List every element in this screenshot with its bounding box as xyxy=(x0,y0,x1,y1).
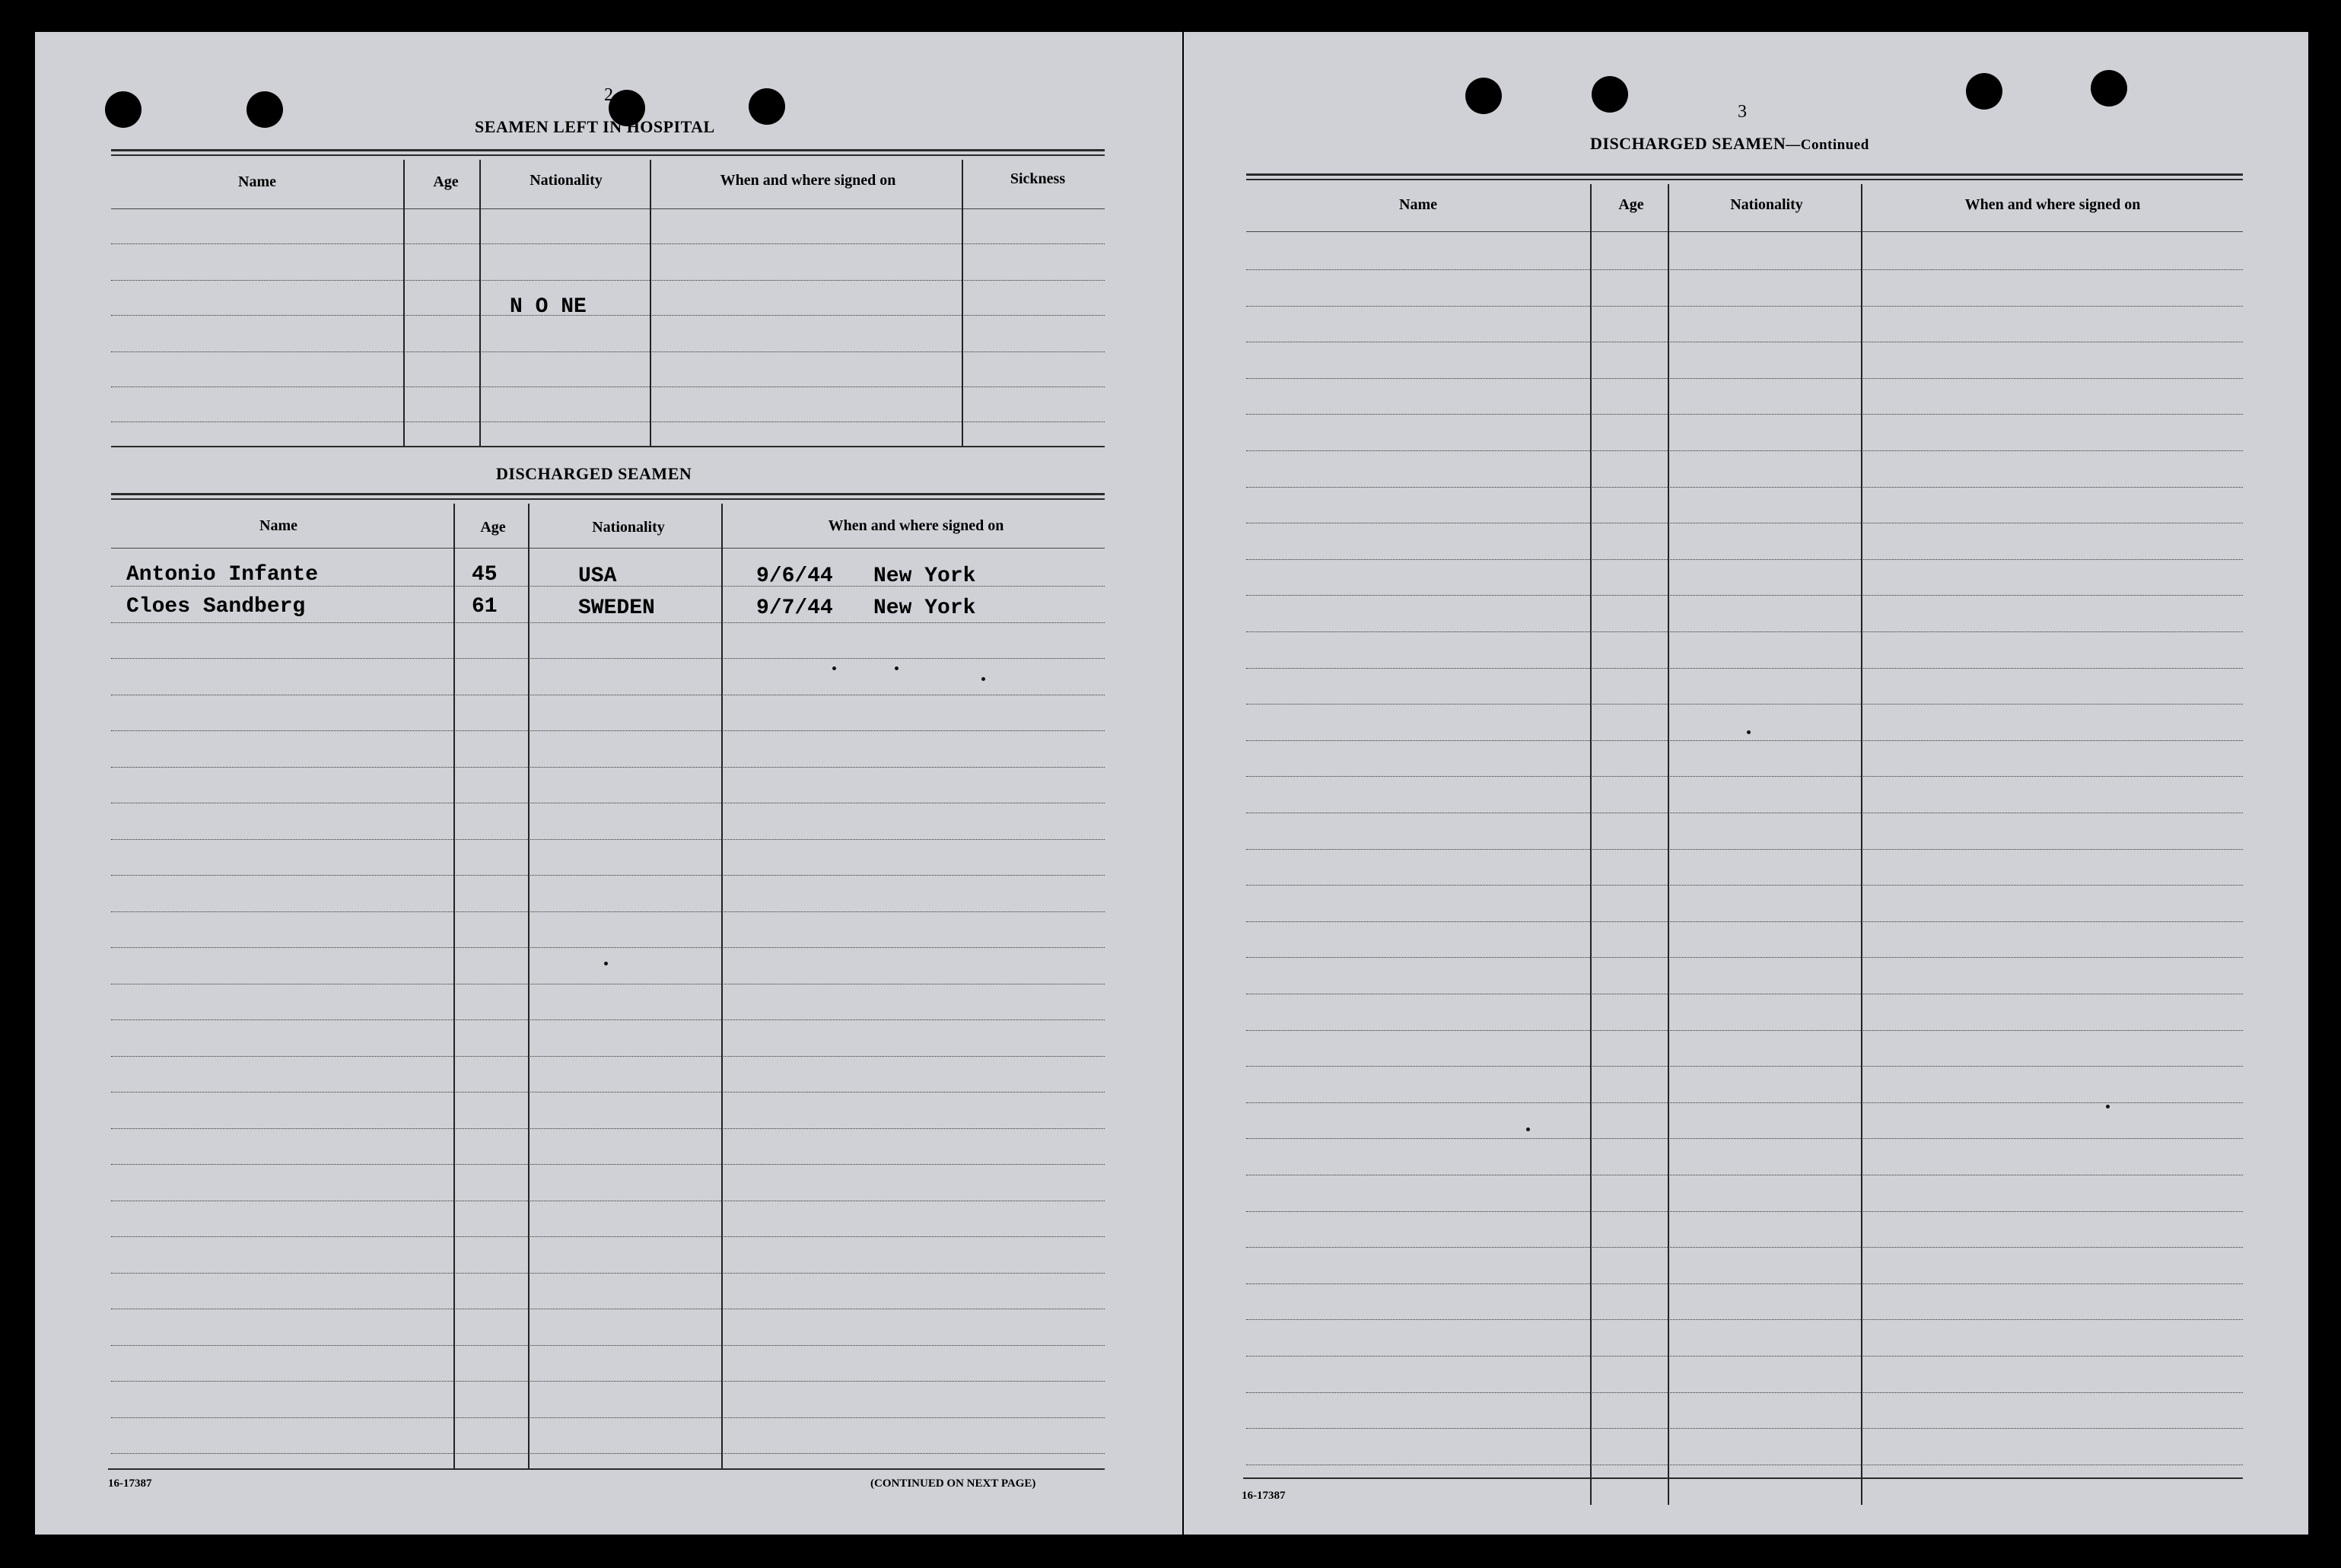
ruled-line xyxy=(1246,957,2243,958)
punch-hole xyxy=(1592,76,1628,113)
discharged-col-divider xyxy=(721,504,723,1468)
col-divider xyxy=(1668,184,1669,1505)
ruled-line xyxy=(1246,1211,2243,1212)
table-top-rule xyxy=(1246,173,2243,176)
page-title-main: DISCHARGED SEAMEN xyxy=(1590,134,1786,153)
ruled-line xyxy=(1246,414,2243,415)
hospital-col-name: Name xyxy=(238,173,276,190)
hospital-col-age: Age xyxy=(433,173,459,190)
ruled-line xyxy=(111,1164,1105,1165)
row-1-name: Antonio Infante xyxy=(126,563,319,587)
hospital-section-title: SEAMEN LEFT IN HOSPITAL xyxy=(475,117,715,136)
ruled-line xyxy=(1246,595,2243,596)
ruled-line xyxy=(111,1056,1105,1057)
discharged-table-bottom-rule xyxy=(108,1468,1105,1470)
ruled-line xyxy=(1246,921,2243,922)
ruled-line xyxy=(1246,1392,2243,1393)
ruled-line xyxy=(111,1273,1105,1274)
col-divider xyxy=(1861,184,1862,1505)
table-top-rule-2 xyxy=(1246,179,2243,180)
punch-hole xyxy=(247,91,283,128)
ruled-line xyxy=(111,1128,1105,1129)
row-2-date: 9/7/44 xyxy=(756,596,833,620)
col-nationality: Nationality xyxy=(1730,196,1803,213)
ruled-line xyxy=(1246,885,2243,886)
ruled-line xyxy=(111,947,1105,948)
speck xyxy=(832,666,836,670)
ruled-line xyxy=(111,875,1105,876)
page-title-suffix: —Continued xyxy=(1786,137,1869,153)
continued-note: (CONTINUED ON NEXT PAGE) xyxy=(870,1477,1036,1490)
ruled-line xyxy=(1246,1102,2243,1103)
hospital-row-line xyxy=(111,315,1105,316)
discharged-col-when-where: When and where signed on xyxy=(828,517,1004,534)
discharged-col-divider xyxy=(528,504,530,1468)
punch-hole xyxy=(1966,73,2002,110)
ruled-line xyxy=(1246,1138,2243,1139)
ruled-line xyxy=(111,1453,1105,1454)
row-1-date: 9/6/44 xyxy=(756,565,833,588)
hospital-table-top-rule-2 xyxy=(111,154,1105,156)
hospital-col-divider xyxy=(403,160,405,446)
hospital-row-line xyxy=(111,351,1105,352)
hospital-col-divider xyxy=(650,160,651,446)
ruled-line xyxy=(1246,631,2243,632)
speck xyxy=(981,677,985,681)
hospital-row-line xyxy=(111,421,1105,422)
ruled-line xyxy=(111,658,1105,659)
left-page xyxy=(35,32,1182,1535)
row-2-place: New York xyxy=(873,596,976,620)
ruled-line xyxy=(111,839,1105,840)
ruled-line xyxy=(1246,450,2243,451)
ruled-line xyxy=(111,586,1105,587)
ruled-line xyxy=(111,1345,1105,1346)
punch-hole xyxy=(749,88,785,125)
discharged-col-age: Age xyxy=(480,519,506,536)
ruled-line xyxy=(1246,849,2243,850)
col-name: Name xyxy=(1399,196,1437,213)
col-age: Age xyxy=(1618,196,1644,213)
hospital-col-nationality: Nationality xyxy=(530,172,603,189)
hospital-row-line xyxy=(111,243,1105,244)
discharged-col-nationality: Nationality xyxy=(592,519,665,536)
form-number: 16-17387 xyxy=(1242,1490,1286,1502)
ruled-line xyxy=(1246,269,2243,270)
ruled-line xyxy=(1246,306,2243,307)
ruled-line xyxy=(111,1019,1105,1020)
speck xyxy=(1747,730,1751,734)
speck xyxy=(1526,1127,1530,1131)
speck xyxy=(895,666,899,670)
hospital-col-divider xyxy=(479,160,481,446)
table-bottom-rule xyxy=(1243,1477,2243,1479)
header-rule xyxy=(1246,231,2243,232)
punch-hole xyxy=(1465,78,1502,114)
hospital-table-bottom-rule xyxy=(111,446,1105,447)
hospital-col-divider xyxy=(962,160,963,446)
hospital-row-line xyxy=(111,386,1105,387)
row-2-name: Cloes Sandberg xyxy=(126,595,306,619)
discharged-col-divider xyxy=(453,504,455,1468)
row-2-nationality: SWEDEN xyxy=(578,596,655,620)
ruled-line xyxy=(111,1417,1105,1418)
discharged-col-name: Name xyxy=(259,517,297,534)
ruled-line xyxy=(1246,1319,2243,1320)
ruled-line xyxy=(1246,1030,2243,1031)
punch-hole xyxy=(105,91,142,128)
row-1-place: New York xyxy=(873,565,976,588)
ruled-line xyxy=(1246,1066,2243,1067)
right-page xyxy=(1184,32,2308,1535)
hospital-table-top-rule xyxy=(111,149,1105,151)
speck xyxy=(2106,1105,2110,1108)
page-number: 2 xyxy=(604,85,613,105)
discharged-header-rule xyxy=(111,548,1105,549)
ruled-line xyxy=(1246,487,2243,488)
speck xyxy=(604,962,608,965)
page-number: 3 xyxy=(1738,102,1747,122)
ruled-line xyxy=(111,1092,1105,1093)
ruled-line xyxy=(1246,1247,2243,1248)
hospital-col-sickness: Sickness xyxy=(1010,170,1066,187)
col-divider xyxy=(1590,184,1592,1505)
ruled-line xyxy=(111,911,1105,912)
ruled-line xyxy=(1246,740,2243,741)
ruled-line xyxy=(1246,668,2243,669)
hospital-col-when-where: When and where signed on xyxy=(720,172,896,189)
hospital-header-rule xyxy=(111,208,1105,209)
ruled-line xyxy=(1246,1428,2243,1429)
discharged-section-title: DISCHARGED SEAMEN xyxy=(496,464,692,483)
row-2-age: 61 xyxy=(472,595,498,619)
ruled-line xyxy=(1246,559,2243,560)
row-1-age: 45 xyxy=(472,563,498,587)
discharged-table-top-rule xyxy=(111,493,1105,495)
form-number: 16-17387 xyxy=(108,1477,152,1490)
ruled-line xyxy=(1246,776,2243,777)
ruled-line xyxy=(1246,1283,2243,1284)
col-when-where: When and where signed on xyxy=(1964,196,2141,213)
ruled-line xyxy=(111,1236,1105,1237)
page-title xyxy=(1590,134,1869,154)
row-1-nationality: USA xyxy=(578,565,617,588)
ruled-line xyxy=(111,622,1105,623)
hospital-entry-none: N O NE xyxy=(510,295,587,319)
punch-hole xyxy=(2091,70,2127,107)
ruled-line xyxy=(1246,378,2243,379)
ruled-line xyxy=(111,1381,1105,1382)
hospital-row-line xyxy=(111,280,1105,281)
discharged-table-top-rule-2 xyxy=(111,498,1105,500)
ruled-line xyxy=(111,767,1105,768)
ruled-line xyxy=(111,730,1105,731)
